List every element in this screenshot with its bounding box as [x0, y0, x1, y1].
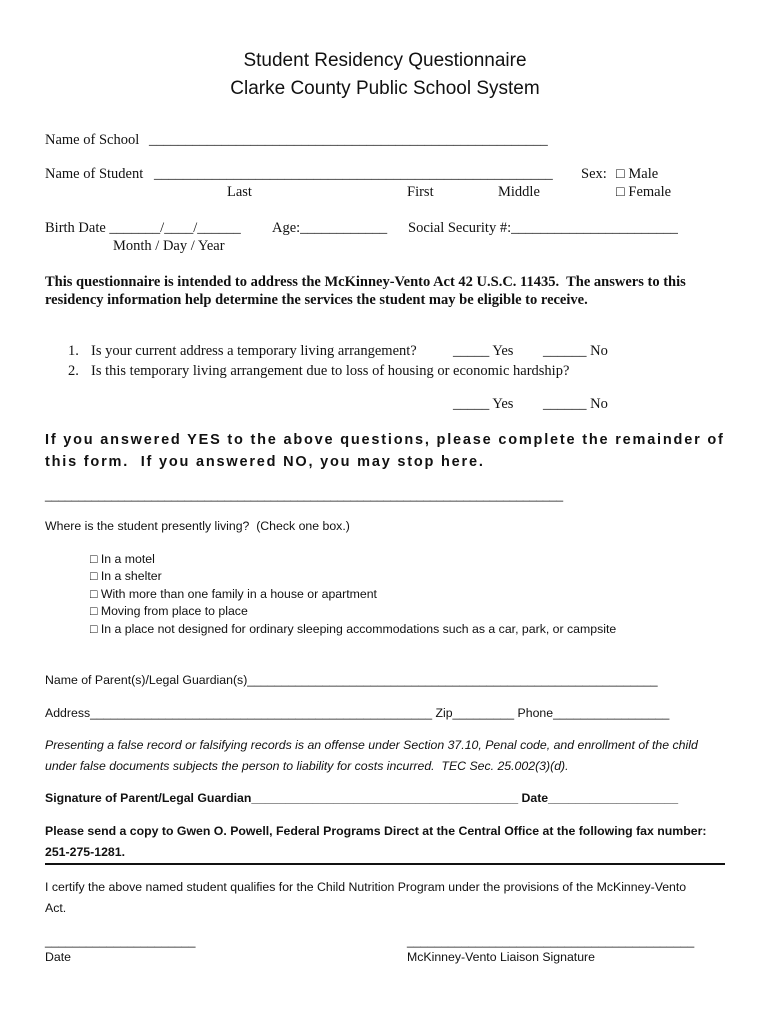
- option-shelter-checkbox[interactable]: □ In a shelter: [90, 569, 162, 583]
- false-record-warning-continued: under false documents subjects the person to liability for costs incurred. TEC Sec. 25.002(3)(d).: [45, 759, 569, 773]
- liaison-signature-label: McKinney-Vento Liaison Signature: [407, 950, 595, 964]
- divider-rule: [45, 863, 725, 865]
- sex-label: Sex:: [581, 166, 607, 182]
- section-separator: ______________________________________________________________________________: [45, 488, 563, 502]
- birth-date-hint: Month / Day / Year: [113, 238, 225, 254]
- school-label: Name of School: [45, 132, 140, 148]
- fax-instructions: Please send a copy to Gwen O. Powell, Federal Programs Direct at the Central Office at the following fax number:: [45, 824, 707, 838]
- female-checkbox[interactable]: □ Female: [616, 184, 672, 200]
- address-field[interactable]: Address__________________________________________________ Zip_________ Phone_________________: [45, 706, 670, 720]
- first-name-hint: First: [407, 184, 434, 200]
- male-checkbox[interactable]: □ Male: [616, 166, 659, 182]
- certify-text-continued: Act.: [45, 901, 67, 915]
- student-label: Name of Student: [45, 166, 144, 182]
- question-2-number: 2.: [68, 363, 79, 379]
- option-unsheltered-checkbox[interactable]: □ In a place not designed for ordinary sleeping accommodations such as a car, park, or campsite: [90, 622, 617, 636]
- certify-text: I certify the above named student qualifies for the Child Nutrition Program under the provisions of the McKinney-Vento: [45, 880, 687, 894]
- form-subtitle: Clarke County Public School System: [230, 78, 540, 99]
- question-2-no[interactable]: ______ No: [543, 396, 608, 412]
- fax-number: 251-275-1281.: [45, 845, 125, 859]
- last-name-hint: Last: [227, 184, 252, 200]
- middle-name-hint: Middle: [498, 184, 540, 200]
- question-1-yes[interactable]: _____ Yes: [453, 343, 514, 359]
- date-label: Date: [45, 950, 71, 964]
- form-title: Student Residency Questionnaire: [243, 50, 527, 71]
- date-signature-line[interactable]: ______________________: [45, 934, 196, 948]
- ssn-field[interactable]: Social Security #:_______________________: [408, 220, 678, 236]
- question-1-text: Is your current address a temporary living arrangement?: [91, 343, 417, 359]
- false-record-warning: Presenting a false record or falsifying records is an offense under Section 37.10, Penal code, and enrollment of the child: [45, 738, 698, 752]
- question-1-no[interactable]: ______ No: [543, 343, 608, 359]
- age-field[interactable]: Age:____________: [272, 220, 388, 236]
- student-name-field[interactable]: _______________________________________________________: [154, 166, 553, 182]
- living-question: Where is the student presently living? (Check one box.): [45, 519, 350, 533]
- intro-text-continued: residency information help determine the services the student may be eligible to receive.: [45, 292, 588, 308]
- question-2-yes[interactable]: _____ Yes: [453, 396, 514, 412]
- continue-notice-continued: this form. If you answered NO, you may stop here.: [45, 454, 485, 470]
- option-shared-housing-checkbox[interactable]: □ With more than one family in a house or apartment: [90, 587, 377, 601]
- question-1-number: 1.: [68, 343, 79, 359]
- intro-text: This questionnaire is intended to address the McKinney-Vento Act 42 U.S.C. 11435. The answers to this: [45, 274, 686, 290]
- continue-notice: If you answered YES to the above questions, please complete the remainder of: [45, 432, 725, 448]
- option-moving-checkbox[interactable]: □ Moving from place to place: [90, 604, 248, 618]
- option-motel-checkbox[interactable]: □ In a motel: [90, 552, 155, 566]
- school-field[interactable]: _______________________________________________________: [149, 132, 548, 148]
- guardian-name-field[interactable]: Name of Parent(s)/Legal Guardian(s)____________________________________________________________: [45, 673, 658, 687]
- liaison-signature-line[interactable]: __________________________________________: [407, 934, 695, 948]
- guardian-signature-field[interactable]: Signature of Parent/Legal Guardian_______________________________________ Date___________________: [45, 791, 679, 805]
- birth-date-field[interactable]: Birth Date _______/____/______: [45, 220, 241, 236]
- question-2-text: Is this temporary living arrangement due to loss of housing or economic hardship?: [91, 363, 570, 379]
